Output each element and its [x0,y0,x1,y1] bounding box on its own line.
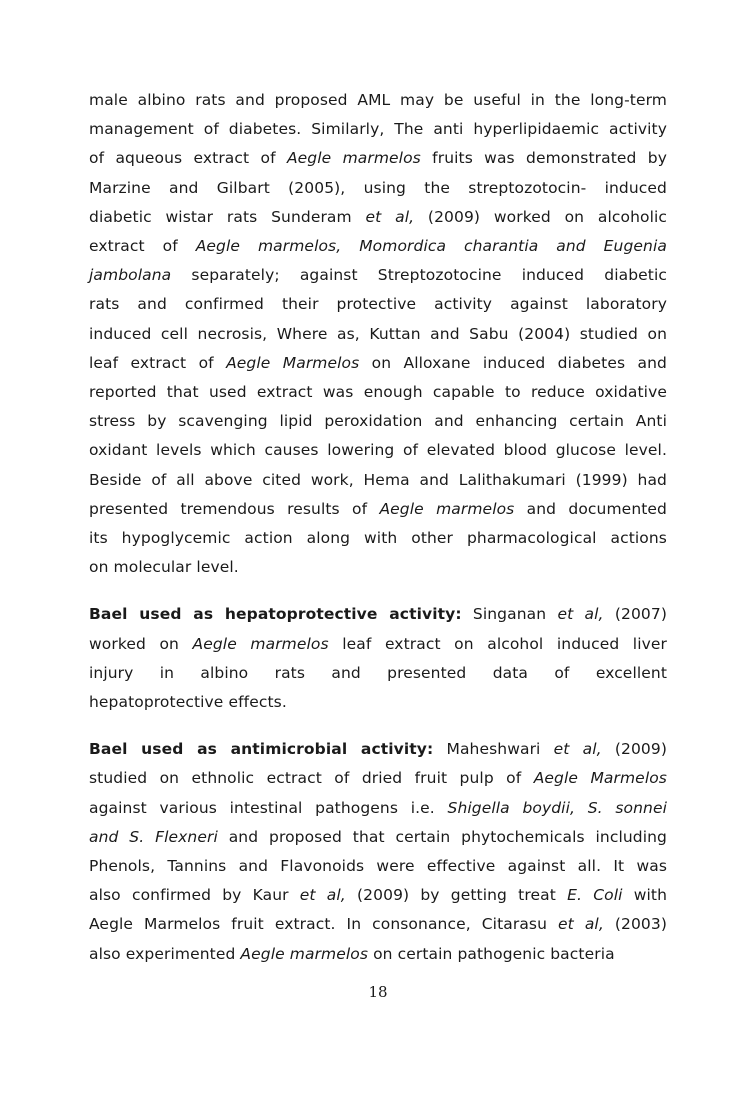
text-run: Singanan [461,605,558,624]
text-run: with [622,886,667,905]
text-run: also experimented [89,944,241,963]
text-run: Phenols, Tannins and Flavonoids were effective against all. It was [89,857,667,876]
text-run: and documented [514,499,667,518]
text-run: separately; against Streptozotocine induced diabetic [171,266,667,285]
italic-run: Aegle marmelos [192,634,329,653]
text-line [89,86,667,115]
bold-run: Bael used as antimicrobial activity: [89,740,434,759]
italic-run: et al, [557,605,604,624]
text-run: extract of [89,237,196,256]
text-run: leaf extract on alcohol induced liver [328,634,668,653]
text-run: (2007) [603,605,667,624]
text-line [89,290,667,319]
italic-run: E. Coli [567,886,623,905]
text-line [89,495,667,524]
text-run: Maheshwari [433,740,554,759]
text-line [89,144,667,173]
text-line [89,349,667,378]
italic-run: et al, [299,886,346,905]
text-run: reported that used extract was enough capable to reduce oxidative [89,383,667,402]
text-run: (2003) [603,915,667,934]
text-line [89,794,667,823]
italic-run: et al, [558,915,604,934]
text-run: also confirmed by Kaur [89,886,300,905]
text-run: (2009) by getting treat [345,886,568,905]
text-run: on molecular level. [89,558,239,577]
bold-run: Bael used as hepatoprotective activity: [89,605,462,624]
text-run: induced cell necrosis, Where as, Kuttan and Sabu (2004) studied on [89,324,667,343]
text-run: injury in albino rats and presented data of excellent [89,663,667,682]
italic-run: Aegle marmelos, Momordica charantia and Eugenia [195,237,667,256]
text-line [89,630,667,659]
paragraph-antimicrobial [89,735,667,969]
italic-run: et al, [553,740,602,759]
text-line [89,600,667,629]
text-run: and proposed that certain phytochemicals including [217,827,667,846]
text-line [89,407,667,436]
text-line [89,115,667,144]
text-line [89,659,667,688]
text-run: fruits was demonstrated by [420,149,667,168]
page-body [89,86,667,969]
text-run: (2009) [601,740,667,759]
text-run: presented tremendous results of [89,499,380,518]
text-line [89,524,667,553]
text-line [89,823,667,852]
text-line [89,174,667,203]
text-run: Aegle Marmelos fruit extract. In consonance, Citarasu [89,915,559,934]
italic-run: and S. Flexneri [89,827,218,846]
text-line [89,436,667,465]
text-run: leaf extract of [89,353,227,372]
text-run: diabetic wistar rats Sunderam [89,207,366,226]
text-run: against various intestinal pathogens i.e. [89,798,448,817]
italic-run: et al, [365,207,415,226]
text-run: Marzine and Gilbart (2005), using the streptozotocin- induced [89,178,667,197]
text-run: management of diabetes. Similarly, The anti hyperlipidaemic activity [89,120,667,139]
italic-run: jambolana [89,266,172,285]
text-line [89,261,667,290]
text-run: on certain pathogenic bacteria [368,944,615,963]
text-line [89,735,667,764]
text-run: worked on [89,634,193,653]
text-line [89,764,667,793]
text-run: of aqueous extract of [89,149,287,168]
text-run: (2009) worked on alcoholic [414,207,668,226]
paragraph-antidiabetic [89,86,667,582]
text-run: stress by scavenging lipid peroxidation and enhancing certain Anti [89,412,667,431]
italic-run: Aegle Marmelos [533,769,667,788]
page-number: 18 [368,983,388,1001]
italic-run: Aegle marmelos [379,499,515,518]
paragraph-hepatoprotective [89,600,667,717]
italic-run: Aegle marmelos [286,149,421,168]
text-line [89,466,667,495]
italic-run: Aegle marmelos [240,944,369,963]
text-line [89,378,667,407]
text-line [89,881,667,910]
text-run: male albino rats and proposed AML may be useful in the long-term [89,91,667,109]
italic-run: Aegle Marmelos [226,353,360,372]
text-line [89,553,667,582]
text-run: on Alloxane induced diabetes and [359,353,667,372]
text-line [89,232,667,261]
text-line [89,203,667,232]
text-line [89,852,667,881]
text-run: oxidant levels which causes lowering of elevated blood glucose level. [89,441,667,460]
text-run: its hypoglycemic action along with other pharmacological actions [89,529,667,548]
text-run: studied on ethnolic ectract of dried fruit pulp of [89,769,534,788]
text-line [89,910,667,939]
text-line [89,320,667,349]
text-run: hepatoprotective effects. [89,693,287,712]
text-line [89,688,667,717]
text-line [89,940,667,969]
text-run: rats and confirmed their protective activity against laboratory [89,295,667,314]
text-run: Beside of all above cited work, Hema and Lalithakumari (1999) had [89,470,667,489]
italic-run: Shigella boydii, S. sonnei [447,798,667,817]
